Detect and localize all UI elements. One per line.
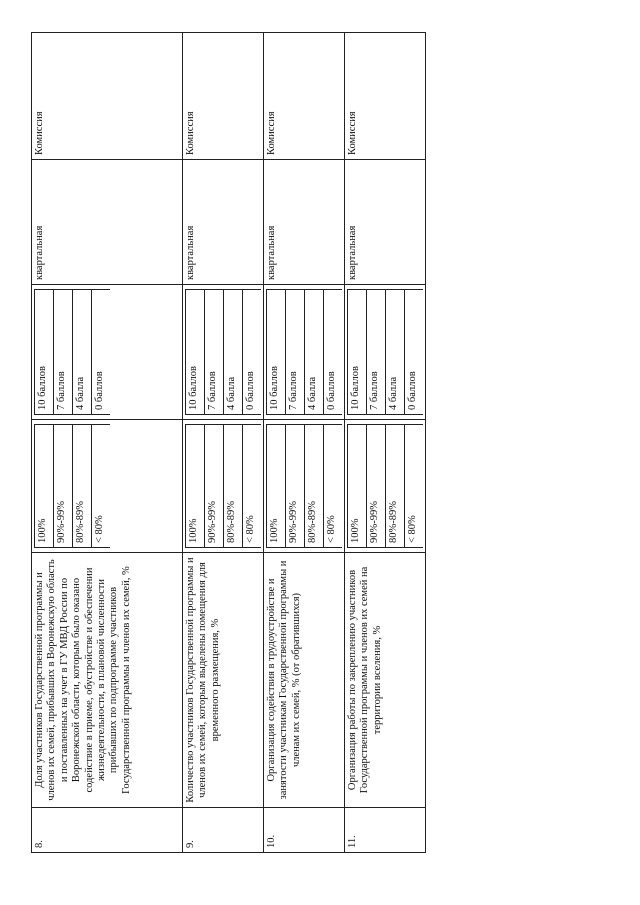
points-value: 7 баллов [286,290,305,415]
frequency: квартальная [183,160,264,285]
value-ranges [183,420,264,553]
points-value: 4 балла [224,290,243,415]
value-range: < 80% [243,425,262,548]
criteria-table [31,32,426,853]
points-value: 0 баллов [92,290,111,415]
points-value: 4 балла [73,290,92,415]
value-ranges [345,420,426,553]
points-value: 0 баллов [243,290,262,415]
responsible: Комиссия [345,33,426,160]
value-range: 100% [186,425,205,548]
points-list [345,285,426,420]
table-row [32,33,183,853]
points-value: 10 баллов [186,290,205,415]
value-range: 100% [267,425,286,548]
points-value: 7 баллов [367,290,386,415]
criterion-text: Количество участников Государственной программы и членов их семей, которым выделены помещения для временного размещения, % [183,553,264,808]
row-number: 9. [183,808,264,853]
responsible: Комиссия [264,33,345,160]
value-range: 90%-99% [54,425,73,548]
value-range: 90%-99% [205,425,224,548]
points-value: 10 баллов [35,290,54,415]
points-value: 7 баллов [205,290,224,415]
points-value: 0 баллов [405,290,424,415]
points-value: 4 балла [305,290,324,415]
value-range: < 80% [324,425,343,548]
responsible: Комиссия [183,33,264,160]
points-list [32,285,183,420]
value-range: 80%-89% [73,425,92,548]
criterion-text: Доля участников Государственной программы и членов их семей, прибывших в Воронежскую область и поставленных на учет в ГУ МВД России по Воронежской области, которым было оказано содействие в приеме, обустройстве и обеспечении жизнедеятельности, в плановой численности прибывших по подпрограмме участников Государственной программы и членов их семей, % [32,553,183,808]
points-list [183,285,264,420]
points-value: 10 баллов [348,290,367,415]
value-range: 90%-99% [367,425,386,548]
points-value: 7 баллов [54,290,73,415]
points-value: 4 балла [386,290,405,415]
table-row [183,33,264,853]
value-range: 80%-89% [386,425,405,548]
value-range: 100% [35,425,54,548]
criterion-text: Организация работы по закреплению участников Государственной программы и членов их семей на территории вселения, % [345,553,426,808]
points-value: 0 баллов [324,290,343,415]
points-value: 10 баллов [267,290,286,415]
table-row [264,33,345,853]
value-range: < 80% [405,425,424,548]
value-range: 100% [348,425,367,548]
table-row [345,33,426,853]
row-number: 10. [264,808,345,853]
points-list [264,285,345,420]
frequency: квартальная [345,160,426,285]
responsible: Комиссия [32,33,183,160]
row-number: 11. [345,808,426,853]
frequency: квартальная [32,160,183,285]
value-range: 90%-99% [286,425,305,548]
criterion-text: Организация содействия в трудоустройстве и занятости участникам Государственной программы и членам их семей, % (от обратившихся) [264,553,345,808]
value-range: 80%-89% [305,425,324,548]
value-range: < 80% [92,425,111,548]
rotated-table-wrapper [31,33,418,853]
frequency: квартальная [264,160,345,285]
value-ranges [32,420,183,553]
value-range: 80%-89% [224,425,243,548]
value-ranges [264,420,345,553]
row-number: 8. [32,808,183,853]
